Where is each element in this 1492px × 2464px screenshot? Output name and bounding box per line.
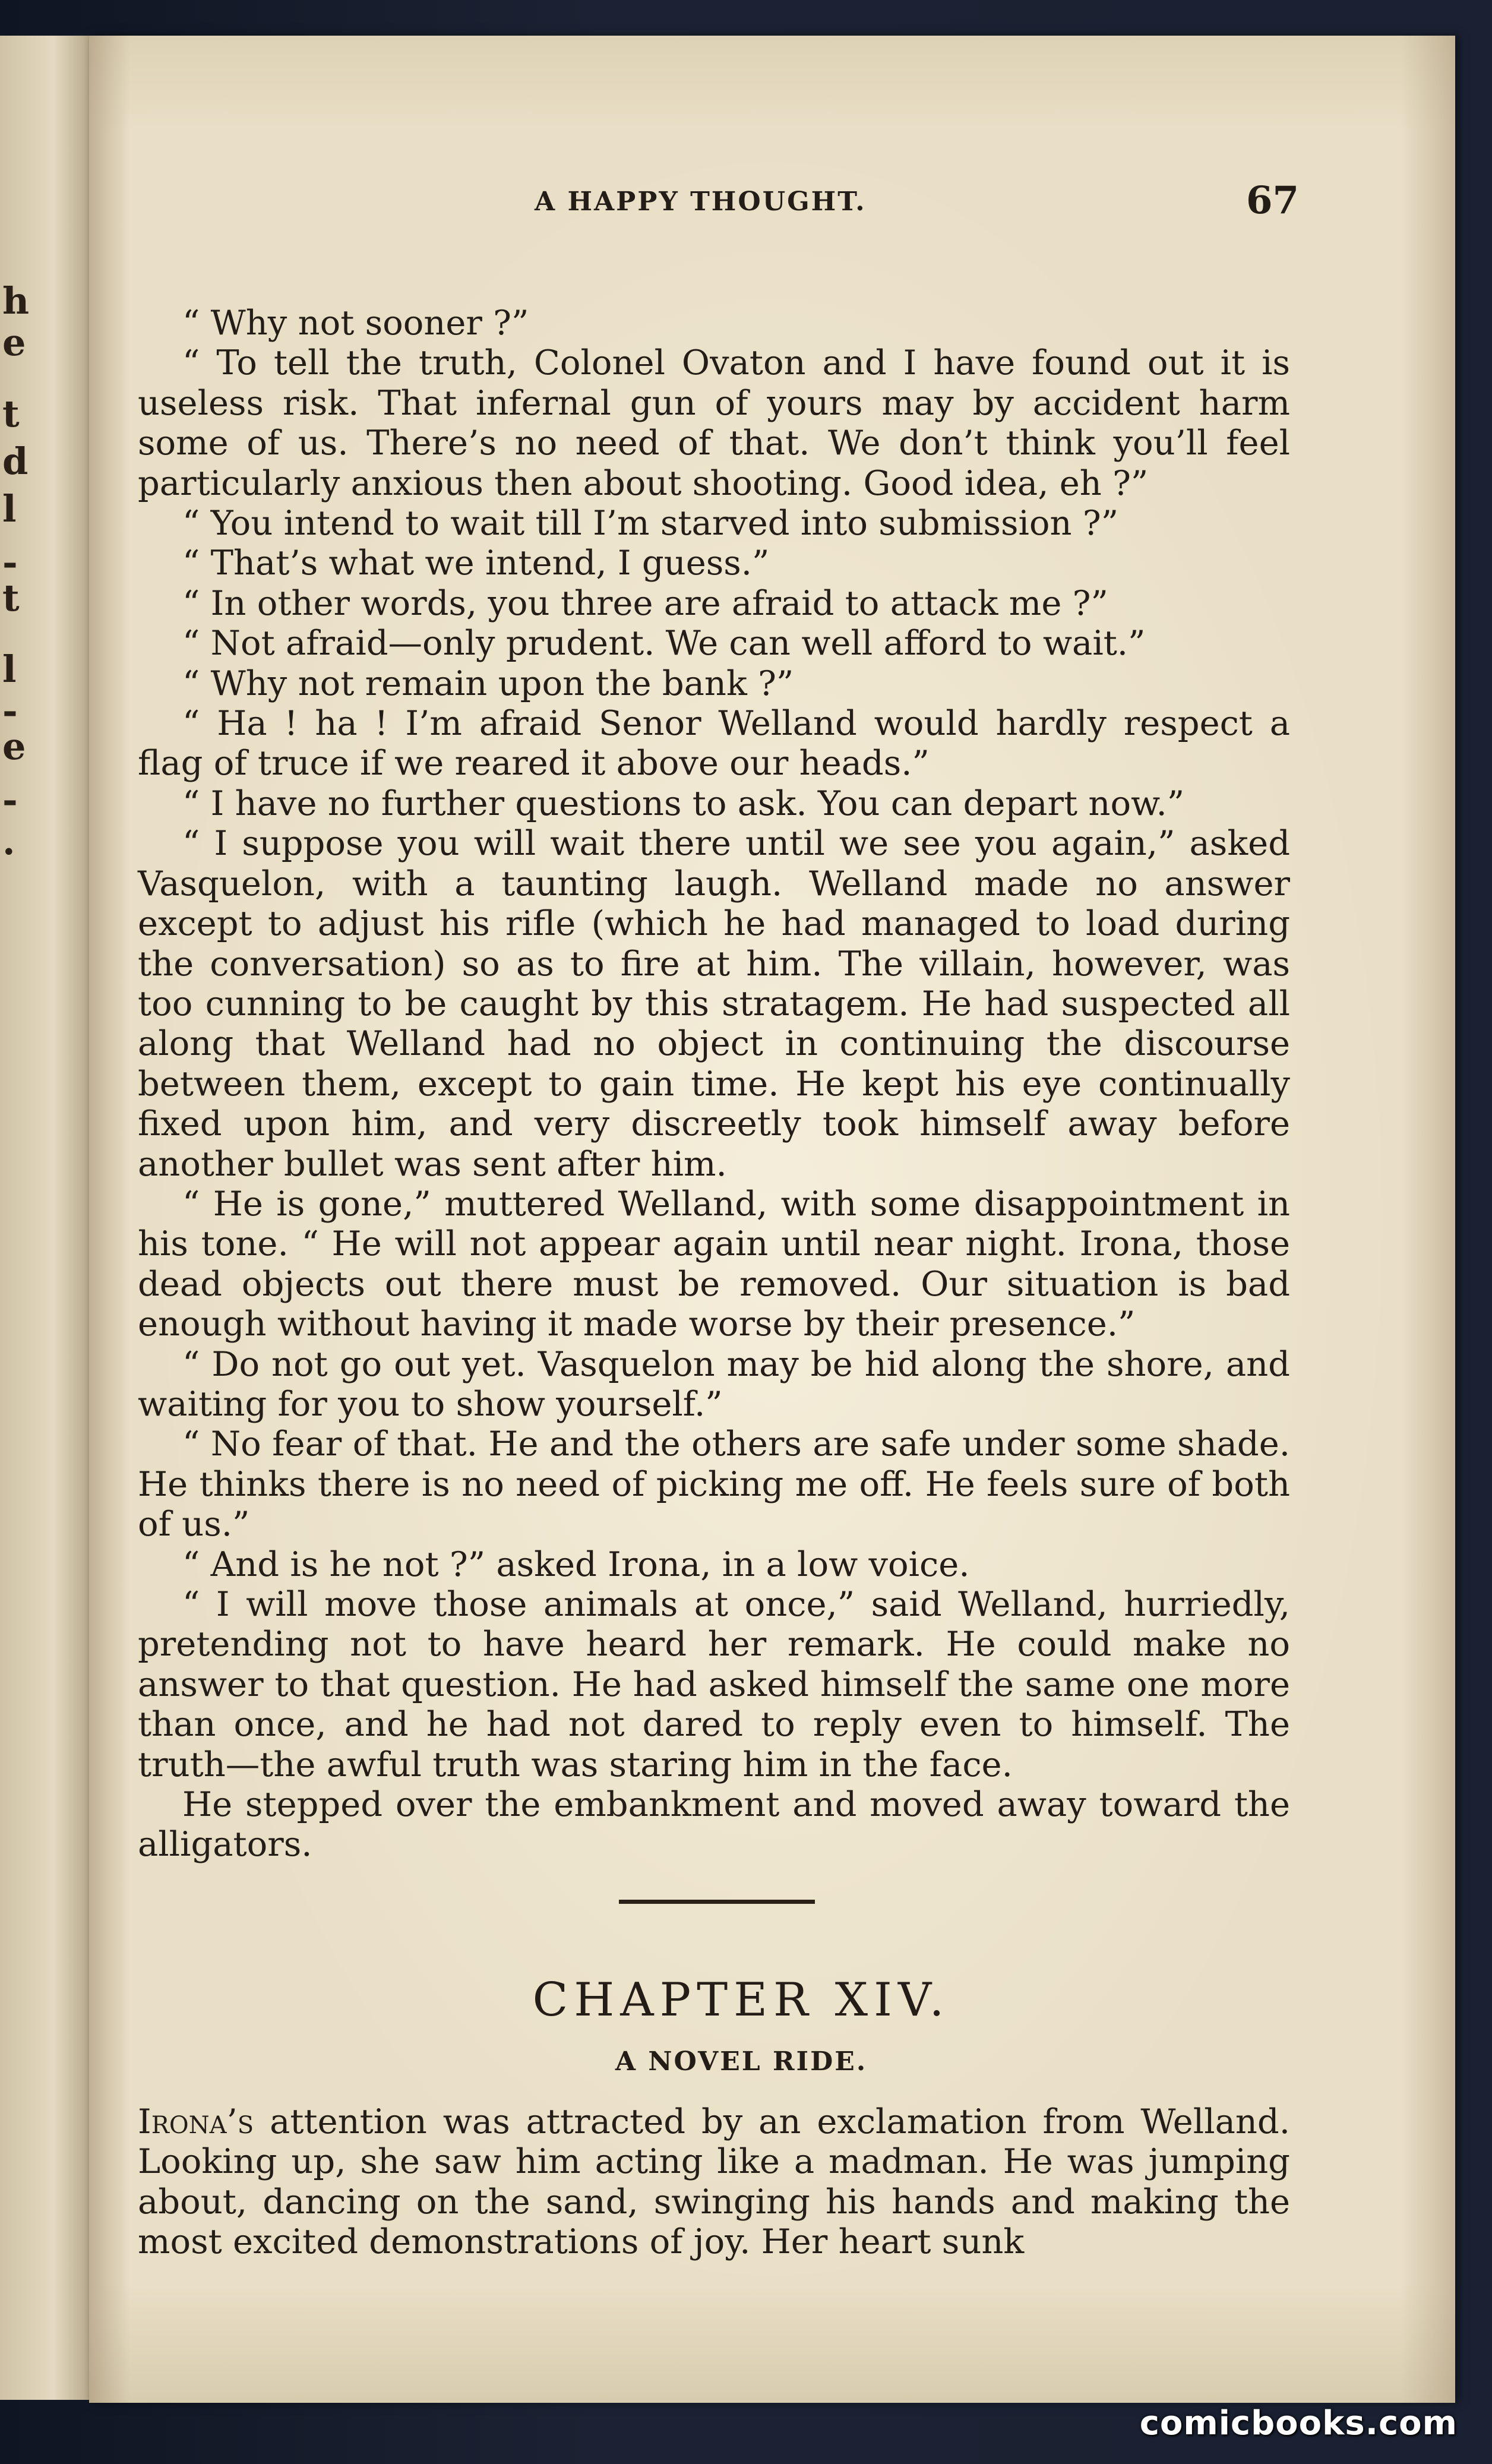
paragraph: “ You intend to wait till I’m starved into submission ?” bbox=[182, 503, 1119, 544]
paragraph: “ To tell the truth, Colonel Ovaton and I have found out it is useless risk. That infernal gun of yours may by accident harm some of us. There’s no need of that. We don’t think you’ll feel particularly anxious then about shooting. Good idea, eh ?” bbox=[138, 343, 1290, 503]
paragraph: “ I have no further questions to ask. You can depart now.” bbox=[182, 783, 1185, 823]
paragraph: “ And is he not ?” asked Irona, in a low voice. bbox=[182, 1544, 970, 1584]
adjacent-page-glyph: l bbox=[2, 647, 17, 691]
paragraph: “ Do not go out yet. Vasquelon may be hid along the shore, and waiting for you to show yourself.” bbox=[138, 1344, 1290, 1424]
paragraph: “ In other words, you three are afraid to attack me ?” bbox=[182, 583, 1108, 623]
page-header bbox=[89, 178, 1455, 232]
section-divider-rule bbox=[619, 1900, 815, 1904]
paragraph: “ Why not remain upon the bank ?” bbox=[182, 663, 794, 703]
adjacent-page-glyph: . bbox=[2, 820, 15, 863]
adjacent-page-glyph: e bbox=[2, 321, 26, 364]
paragraph: “ I suppose you will wait there until we see you again,” asked Vasquelon, with a taunting laugh. Welland made no answer except to adjust his rifle (which he had managed to load during the conversation) so as to fire at him. The villain, however, was too cunning to be caught by this stratagem. He had suspected all along that Welland had no object in continuing the discourse between them, except to gain time. He kept his eye continually fixed upon him, and very discreetly took himself away before another bullet was sent after him. bbox=[138, 823, 1290, 1184]
chapter-subtitle: A NOVEL RIDE. bbox=[615, 2046, 868, 2077]
paragraph: “ Why not sooner ?” bbox=[182, 303, 529, 343]
adjacent-page-glyph: - bbox=[2, 689, 18, 732]
paragraph: “ That’s what we intend, I guess.” bbox=[182, 543, 770, 583]
adjacent-page-glyph: t bbox=[2, 576, 20, 620]
chapter-opening-body: attention was attracted by an exclamation from Welland. Looking up, she saw him acting like a madman. He was jumping about, dancing on the sand, swinging his hands and making the most excited demonstrations of joy. Her heart sunk bbox=[138, 2102, 1290, 2262]
page-number: 67 bbox=[1246, 178, 1300, 223]
paragraph: “ I will move those animals at once,” said Welland, hurriedly, pretending not to have heard her remark. He could make no answer to that question. He had asked himself the same one more than once, and he had not dared to reply even to himself. The truth—the awful truth was staring him in the face. bbox=[138, 1584, 1290, 1784]
adjacent-page-glyph: t bbox=[2, 392, 20, 435]
body-text bbox=[138, 303, 1290, 1865]
watermark: comicbooks.com bbox=[1139, 2404, 1458, 2443]
adjacent-page-glyph: d bbox=[2, 440, 29, 483]
paragraph: He stepped over the embankment and moved away toward the alligators. bbox=[138, 1784, 1290, 1865]
paragraph: “ He is gone,” muttered Welland, with some disappointment in his tone. “ He will not appear again until near night. Irona, those dead objects out there must be removed. Our situation is bad enough without having it made worse by their presence.” bbox=[138, 1183, 1290, 1344]
chapter-title: CHAPTER XIV. bbox=[532, 1973, 950, 2027]
adjacent-page-edge bbox=[0, 36, 89, 2400]
chapter-opening-text bbox=[138, 2102, 1290, 2262]
paragraph: “ Not afraid—only prudent. We can well afford to wait.” bbox=[182, 623, 1146, 664]
chapter-opening-paragraph bbox=[138, 2102, 1290, 2262]
adjacent-page-glyph: h bbox=[2, 279, 30, 323]
adjacent-page-glyph: e bbox=[2, 725, 26, 768]
paragraph: “ Ha ! ha ! I’m afraid Senor Welland would hardly respect a flag of truce if we reared it above our heads.” bbox=[138, 703, 1290, 784]
chapter-lead-word: Irona’s bbox=[138, 2102, 254, 2141]
running-head: A HAPPY THOUGHT. bbox=[535, 187, 867, 217]
book-page bbox=[89, 36, 1455, 2403]
paragraph: “ No fear of that. He and the others are safe under some shade. He thinks there is no need of picking me off. He feels sure of both of us.” bbox=[138, 1424, 1290, 1544]
adjacent-page-glyph: - bbox=[2, 778, 18, 822]
adjacent-page-glyph: l bbox=[2, 487, 17, 530]
adjacent-page-glyph: - bbox=[2, 541, 18, 584]
